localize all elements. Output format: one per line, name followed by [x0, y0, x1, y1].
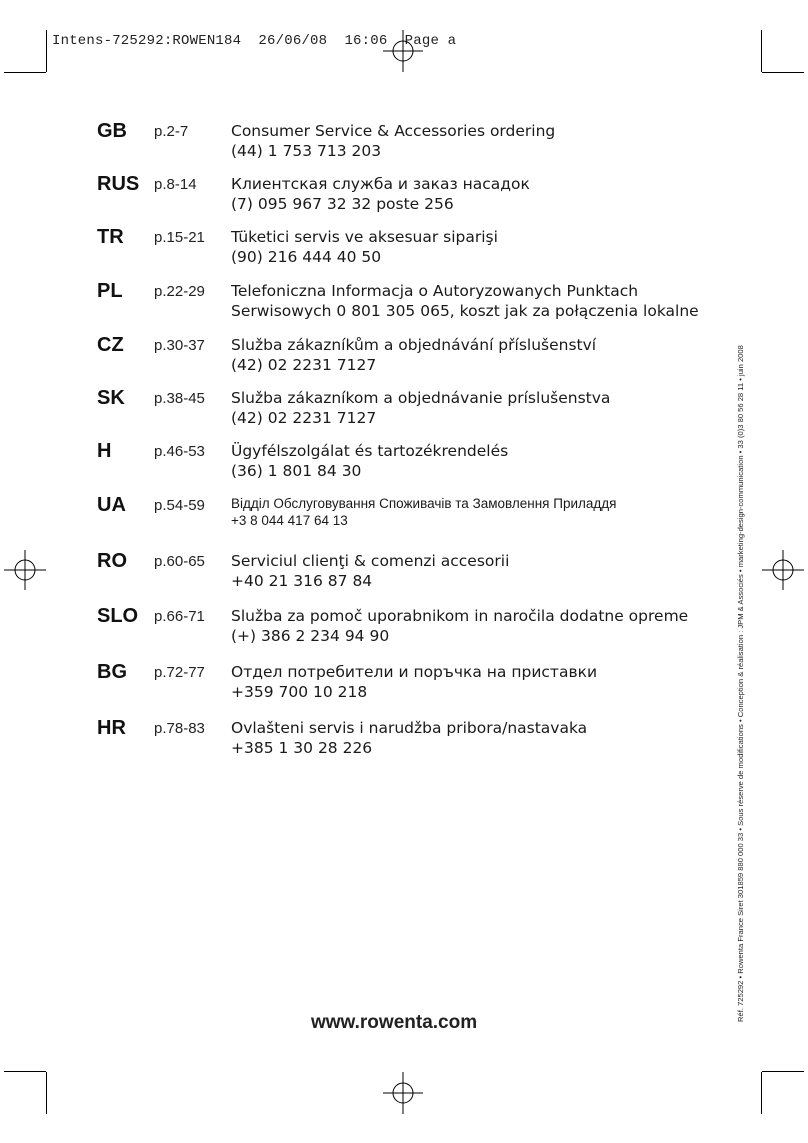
service-phone: +385 1 30 28 226: [231, 739, 373, 757]
service-title: Tüketici servis ve aksesuar siparişi: [231, 228, 498, 246]
service-title: Ügyfélszolgálat és tartozékrendelés: [231, 442, 509, 460]
country-code: SLO: [97, 605, 139, 627]
country-code: GB: [97, 120, 127, 142]
country-code: CZ: [97, 334, 124, 356]
service-phone: (+) 386 2 234 94 90: [231, 627, 390, 645]
service-title: Serviciul clienţi & comenzi accesorii: [231, 552, 510, 570]
service-title: Služba za pomoč uporabnikom in naročila dodatne opreme: [231, 607, 689, 625]
page-range: p.30-37: [154, 337, 205, 354]
country-code: HR: [97, 717, 126, 739]
page-range: p.60-65: [154, 553, 205, 570]
page-range: p.78-83: [154, 720, 205, 737]
crop-mark-top-left-h: [4, 72, 46, 73]
registration-mark-right: [762, 550, 804, 590]
service-phone: (42) 02 2231 7127: [231, 409, 377, 427]
service-phone: Serwisowych 0 801 305 065, koszt jak za połączenia lokalne: [231, 302, 699, 320]
country-code: SK: [97, 387, 125, 409]
crop-mark-bottom-right-v: [761, 1072, 762, 1114]
service-title: Služba zákazníkom a objednávanie príslušenstva: [231, 389, 611, 407]
service-title: Клиентская служба и заказ насадок: [231, 175, 530, 193]
crop-mark-top-right-v: [761, 30, 762, 72]
service-phone: (36) 1 801 84 30: [231, 462, 362, 480]
registration-mark-bottom: [383, 1072, 423, 1114]
website-url[interactable]: www.rowenta.com: [311, 1012, 478, 1033]
page-range: p.2-7: [154, 123, 189, 140]
page-range: p.22-29: [154, 283, 205, 300]
crop-mark-bottom-left-h: [4, 1071, 46, 1072]
country-code: H: [97, 440, 112, 462]
service-title: Consumer Service & Accessories ordering: [231, 122, 556, 140]
service-phone: (90) 216 444 40 50: [231, 248, 382, 266]
service-phone: (44) 1 753 713 203: [231, 142, 382, 160]
printer-slug: Intens-725292:ROWEN184 26/06/08 16:06 Page a: [52, 33, 457, 49]
service-title: Відділ Обслуговування Споживачів та Замовлення Приладдя: [231, 496, 617, 511]
registration-mark-top: [383, 30, 423, 72]
page-range: p.72-77: [154, 664, 205, 681]
crop-mark-bottom-right-h: [762, 1071, 804, 1072]
service-title: Telefoniczna Informacja o Autoryzowanych Punktach: [231, 282, 639, 300]
page-range: p.8-14: [154, 176, 197, 193]
side-legal-note: Réf. 725292 • Rowenta France Siret 301859 880 000 33 • Sous réserve de modifications • Conception & réalisation : JPM & Associés • marketing-design-communication • 33 (0)3 80 56 28 11 • juin 2008: [736, 345, 745, 1022]
page-range: p.15-21: [154, 229, 205, 246]
country-code: TR: [97, 226, 124, 248]
service-title: Отдел потребители и поръчка на приставки: [231, 663, 598, 681]
page-range: p.54-59: [154, 497, 205, 514]
crop-mark-bottom-left-v: [46, 1072, 47, 1114]
crop-mark-top-right-h: [762, 72, 804, 73]
registration-mark-left: [4, 550, 46, 590]
page-range: p.66-71: [154, 608, 205, 625]
service-phone: +3 8 044 417 64 13: [231, 513, 348, 528]
service-title: Ovlašteni servis i narudžba pribora/nastavaka: [231, 719, 588, 737]
service-phone: (42) 02 2231 7127: [231, 356, 377, 374]
country-code: BG: [97, 661, 127, 683]
crop-mark-top-left-v: [46, 30, 47, 72]
country-code: UA: [97, 494, 126, 516]
service-phone: (7) 095 967 32 32 poste 256: [231, 195, 454, 213]
country-code: RO: [97, 550, 127, 572]
service-phone: +359 700 10 218: [231, 683, 368, 701]
country-code: RUS: [97, 173, 140, 195]
service-title: Služba zákazníkům a objednávání příslušenství: [231, 336, 597, 354]
page-range: p.38-45: [154, 390, 205, 407]
country-code: PL: [97, 280, 123, 302]
page-range: p.46-53: [154, 443, 205, 460]
service-phone: +40 21 316 87 84: [231, 572, 373, 590]
